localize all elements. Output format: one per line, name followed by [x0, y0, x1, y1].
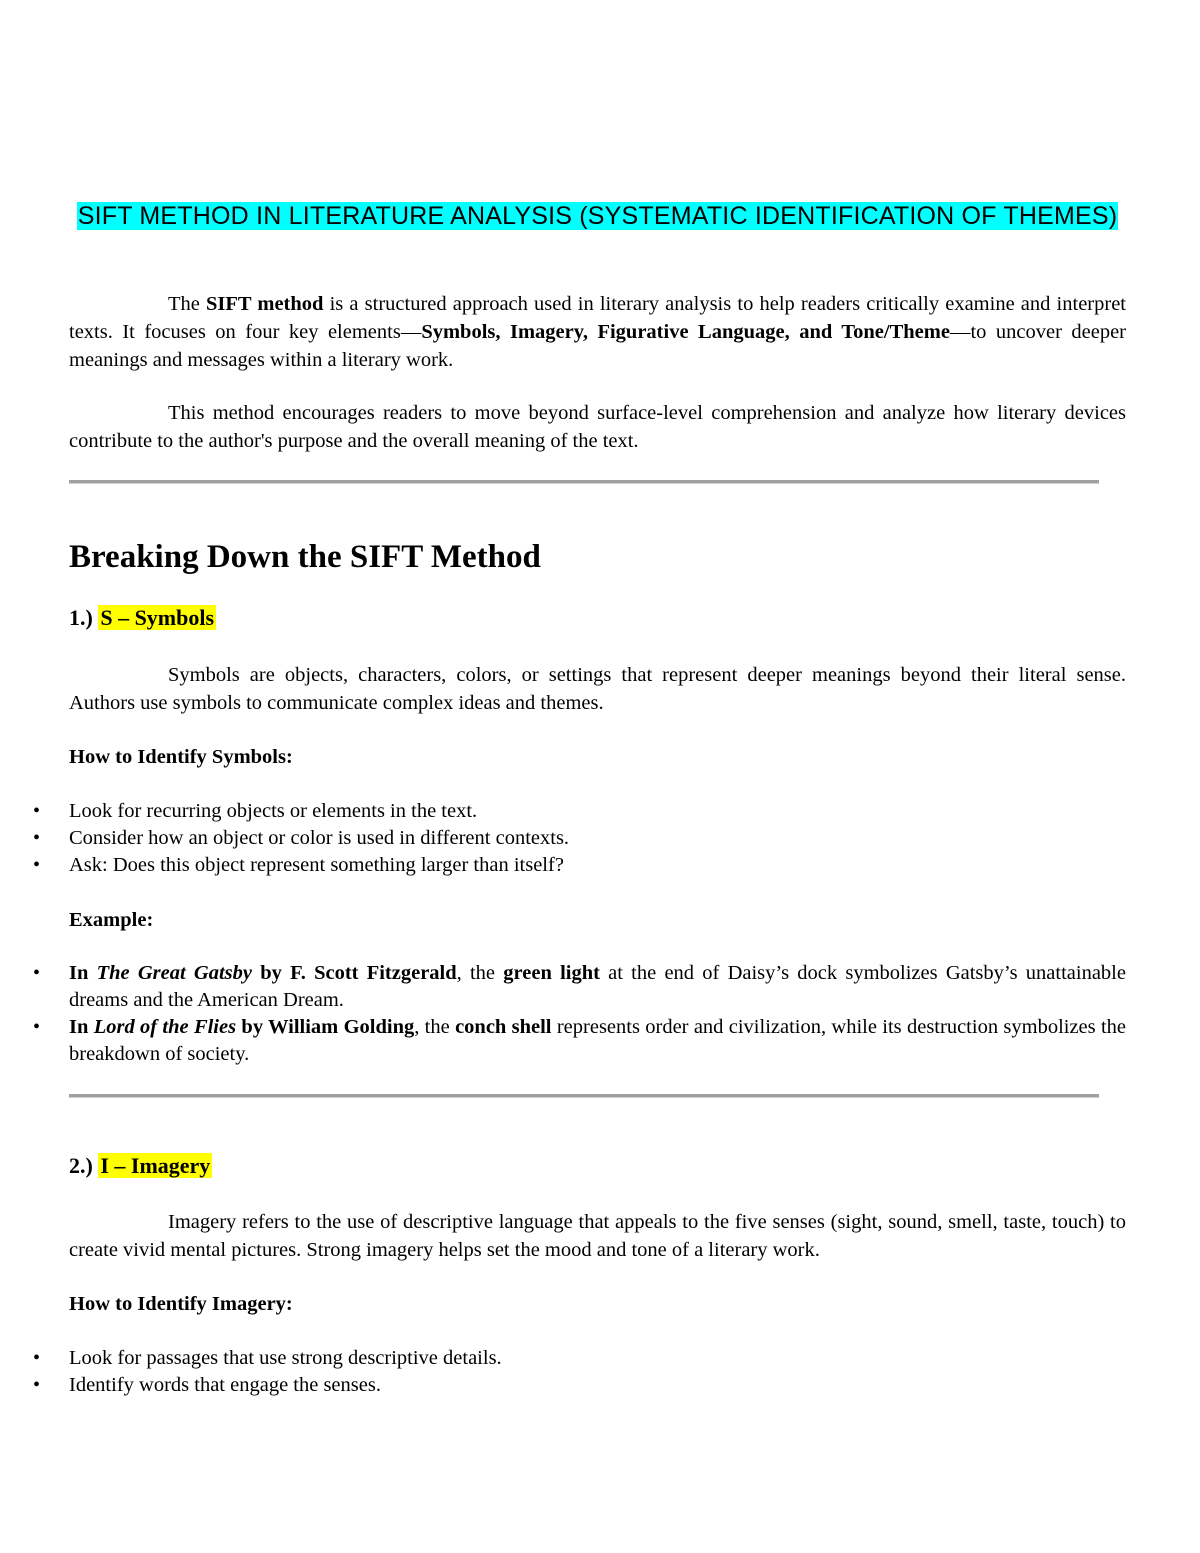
intro-bold-elements: Symbols, Imagery, Figurative Language, and Tone/Theme	[421, 321, 950, 343]
symbols-how-heading: How to Identify Symbols:	[69, 746, 293, 768]
bullet-icon: •	[33, 962, 41, 984]
list-item-text: Identify words that engage the senses.	[69, 1374, 381, 1396]
symbols-heading	[69, 604, 216, 632]
intro-paragraph-1	[69, 290, 1126, 374]
symbols-description	[69, 661, 1126, 717]
intro-paragraph-2	[69, 399, 1126, 455]
imagery-how-heading: How to Identify Imagery:	[69, 1293, 293, 1315]
bullet-icon: •	[33, 1347, 41, 1369]
example-author: by F. Scott Fitzgerald	[251, 962, 457, 984]
example-key-symbol: green light	[503, 962, 600, 984]
intro-p2-text: This method encourages readers to move beyond surface-level comprehension and analyze how literary devices contribute to the author's purpose and the overall meaning of the text.	[69, 402, 1126, 452]
imagery-how-list	[33, 1345, 1126, 1399]
list-item	[33, 1345, 1126, 1372]
bullet-icon: •	[33, 1374, 41, 1396]
section-heading: Breaking Down the SIFT Method	[69, 539, 541, 575]
title-text: SIFT METHOD IN LITERATURE ANALYSIS (SYSTEMATIC IDENTIFICATION OF THEMES)	[77, 202, 1118, 230]
example-work-title: The Great Gatsby	[96, 962, 252, 984]
example-text: at the end of Daisy’s dock symbolizes Gatsby’s unattainable dreams and the American Dream.	[69, 962, 1126, 1011]
list-item	[33, 798, 1126, 825]
intro-bold-sift: SIFT method	[206, 293, 324, 315]
symbols-example-list	[33, 960, 1127, 1068]
example-text: , the	[456, 962, 504, 984]
symbols-description-text: Symbols are objects, characters, colors, or settings that represent deeper meanings beyond their literal sense. Authors use symbols to communicate complex ideas and themes.	[69, 664, 1126, 714]
horizontal-rule	[69, 480, 1099, 484]
example-in: In	[69, 962, 97, 984]
list-item-text: Ask: Does this object represent something larger than itself?	[69, 854, 564, 876]
bullet-icon: •	[33, 1016, 41, 1038]
bullet-icon: •	[33, 827, 41, 849]
list-item	[33, 1014, 1127, 1068]
list-item	[33, 825, 1126, 852]
list-item-text: Look for recurring objects or elements in the text.	[69, 800, 478, 822]
intro-text-3: —to uncover deeper meanings and messages within a literary work.	[69, 321, 1127, 371]
list-item	[33, 1372, 1126, 1399]
intro-text-1: The	[168, 293, 207, 315]
list-item-text: Look for passages that use strong descriptive details.	[69, 1347, 502, 1369]
symbols-label: S – Symbols	[100, 605, 215, 630]
horizontal-rule	[69, 1094, 1099, 1098]
symbols-number: 1.)	[69, 605, 93, 630]
bullet-icon: •	[33, 854, 41, 876]
example-work-title: Lord of the Flies	[93, 1016, 237, 1038]
list-item	[33, 960, 1126, 1014]
list-item-text: Consider how an object or color is used in different contexts.	[69, 827, 570, 849]
example-in: In	[69, 1016, 94, 1038]
symbols-how-list	[33, 798, 1126, 879]
imagery-label: I – Imagery	[100, 1153, 211, 1178]
example-text: , the	[414, 1016, 456, 1038]
imagery-heading	[69, 1152, 212, 1180]
bullet-icon: •	[33, 800, 41, 822]
symbols-example-heading: Example:	[69, 909, 154, 931]
example-text: represents order and civilization, while its destruction symbolizes the breakdown of society.	[69, 1016, 1127, 1065]
imagery-number: 2.)	[69, 1153, 93, 1178]
example-author: by William Golding	[236, 1016, 415, 1038]
imagery-description-text: Imagery refers to the use of descriptive language that appeals to the five senses (sight, sound, smell, taste, touch) to create vivid mental pictures. Strong imagery helps set the mood and tone of a literary work.	[69, 1211, 1126, 1261]
example-key-symbol: conch shell	[455, 1016, 552, 1038]
document-title	[69, 200, 1126, 233]
imagery-description	[69, 1208, 1126, 1264]
intro-text-2: is a structured approach used in literary analysis to help readers critically examine and interpret texts. It focuses on four key elements—	[69, 293, 1126, 343]
list-item	[33, 852, 1126, 879]
